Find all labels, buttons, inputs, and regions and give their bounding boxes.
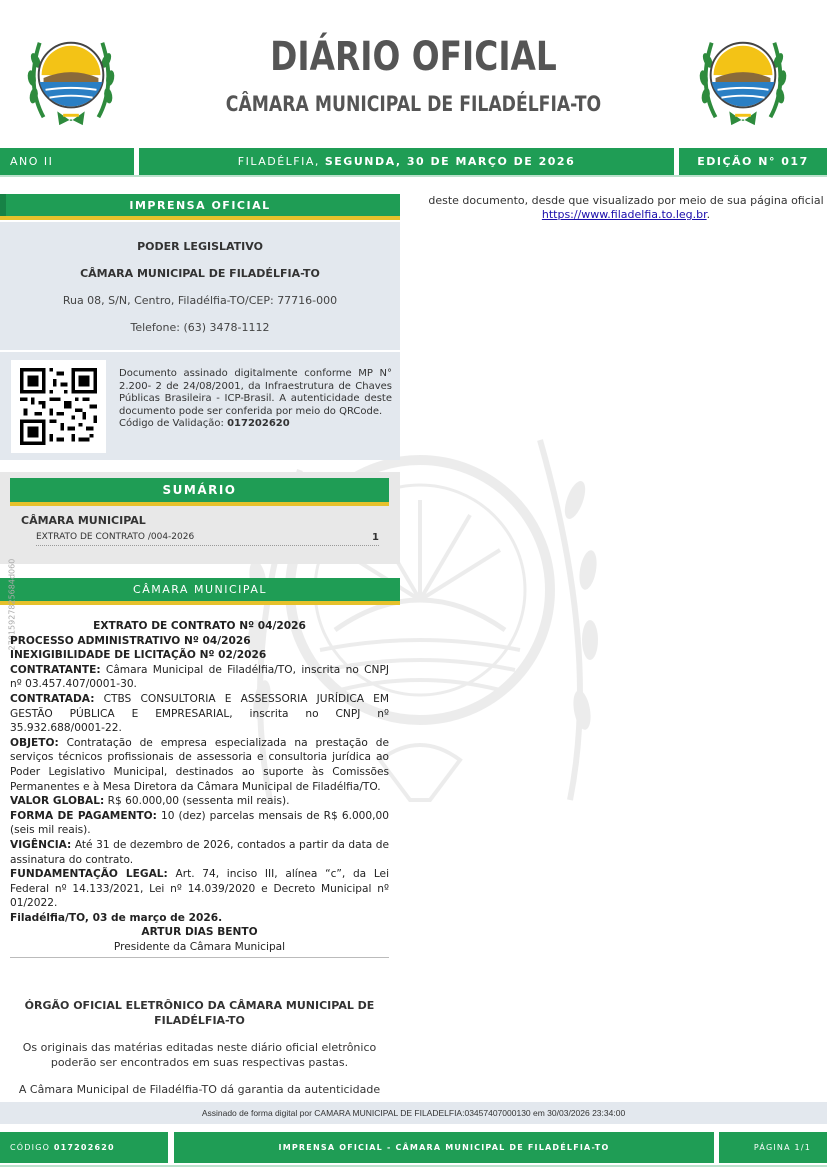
processo-label: PROCESSO ADMINISTRATIVO Nº 04/2026 [10,634,251,647]
imprensa-heading: IMPRENSA OFICIAL [0,194,400,220]
divider [0,175,827,177]
edition-number: EDIÇÃO N° 017 [679,148,827,175]
validation-code: 017202620 [227,418,290,429]
signature-description: Documento assinado digitalmente conforme MP N° 2.200- 2 de 24/08/2001, da Infraestrutura de Chaves Públicas Brasileira - ICP-Brasil. A autenticidade deste documento pode ser conferida por meio do QRCode. [119,368,392,417]
objeto-paragraph: OBJETO: Contratação de empresa especializada na prestação de serviços técnicos profissionais de assessoria e consultoria jurídica ao Poder Legislativo Municipal, destinados ao suporte às Comissões Permanentes e à Mesa Diretora da Câmara Municipal de Filadélfia/TO. [10,736,389,793]
address-text: Rua 08, S/N, Centro, Filadélfia-TO/CEP: 77716-000 [62,294,338,307]
local-data: Filadélfia/TO, 03 de março de 2026. [10,911,223,924]
publisher-info [0,222,400,350]
footer-page: PÁGINA 1/1 [719,1132,827,1163]
footer-bar [0,1132,827,1163]
right-column-text [425,194,827,222]
divider [10,957,389,958]
municipal-crest-icon [694,30,792,130]
summary-item-label: EXTRATO DE CONTRATO /004-2026 [36,532,195,542]
garantia-text: A Câmara Municipal de Filadélfia-TO dá garantia da autenticidade [18,1083,381,1096]
contratada-paragraph: CONTRATADA: CTBS CONSULTORIA E ASSESSORIA JURÍDICA EM GESTÃO PÚBLICA E EMPRESARIAL, inscrita no CNPJ nº 35.932.688/0001-22. [10,692,389,735]
summary-box [0,472,400,564]
qr-code-icon[interactable] [11,360,106,453]
summary-heading: SUMÁRIO [10,478,389,506]
signer-name: ARTUR DIAS BENTO [141,926,258,939]
contratante-paragraph: CONTRATANTE: Câmara Municipal de Filadélfia/TO, inscrita no CNPJ nº 03.457.407/0001-30. [10,663,389,691]
fundamento-paragraph: FUNDAMENTAÇÃO LEGAL: Art. 74, inciso III, alínea “c”, da Lei Federal nº 14.133/2021, Lei nº 14.039/2020 e Decreto Municipal nº 01/2022. [10,868,390,910]
valor-paragraph: VALOR GLOBAL: R$ 60.000,00 (sessenta mil reais). [10,795,290,808]
digital-signature-bar: Assinado de forma digital por CAMARA MUNICIPAL DE FILADELFIA:03457407000130 em 30/03/2026 23:34:00 [0,1102,827,1124]
vigencia-paragraph: VIGÊNCIA: Até 31 de dezembro de 2026, contados a partir da data de assinatura do contrato. [10,838,389,866]
originais-text: Os originais das matérias editadas neste diário oficial eletrônico poderão ser encontrados em suas respectivas pastas. [22,1041,377,1069]
side-code: 27815927825684d060 [7,558,17,651]
footer-code-label: CÓDIGO [10,1143,51,1152]
extrato-content [10,619,389,958]
divider [0,1165,827,1167]
summary-item[interactable] [36,532,379,546]
summary-section: CÂMARA MUNICIPAL [21,514,146,527]
extrato-title: EXTRATO DE CONTRATO Nº 04/2026 [93,620,306,632]
link-suffix: . [706,208,711,221]
signer-role: Presidente da Câmara Municipal [113,941,286,954]
edition-date [139,148,674,175]
date-label: SEGUNDA, 30 DE MARÇO DE 2026 [324,155,576,168]
page-title: DIÁRIO OFICIAL [270,34,557,80]
summary-item-page: 1 [372,532,379,543]
signature-text [119,368,392,431]
signature-box [0,352,400,460]
orgao-oficial-title: ÓRGÃO OFICIAL ELETRÔNICO DA CÂMARA MUNICIPAL DE FILADÉLFIA-TO [24,999,375,1027]
forma-paragraph: FORMA DE PAGAMENTO: 10 (dez) parcelas mensais de R$ 6.000,00 (seis mil reais). [10,809,390,837]
camara-label: CÂMARA MUNICIPAL DE FILADÉLFIA-TO [80,267,320,280]
ano-label: ANO II [0,148,134,175]
validation-label: Código de Validação: [119,418,224,429]
footer-code [0,1132,168,1163]
edition-bar [0,148,827,175]
city-label: FILADÉLFIA, [237,155,320,168]
page-header [0,0,827,145]
official-site-link[interactable]: https://www.filadelfia.to.leg.br [541,208,707,221]
camara-section-heading: CÂMARA MUNICIPAL [0,578,400,605]
poder-label: PODER LEGISLATIVO [137,240,263,253]
inexigibilidade-label: INEXIGIBILIDADE DE LICITAÇÃO Nº 02/2026 [10,649,267,662]
page-subtitle: CÂMARA MUNICIPAL DE FILADÉLFIA-TO [225,92,602,116]
footer-code-value: 017202620 [53,1143,115,1152]
authenticity-text: deste documento, desde que visualizado por meio de sua página oficial [428,194,824,207]
phone-text: Telefone: (63) 3478-1112 [130,321,270,334]
footer-center: IMPRENSA OFICIAL - CÂMARA MUNICIPAL DE FILADÉLFIA-TO [174,1132,714,1163]
